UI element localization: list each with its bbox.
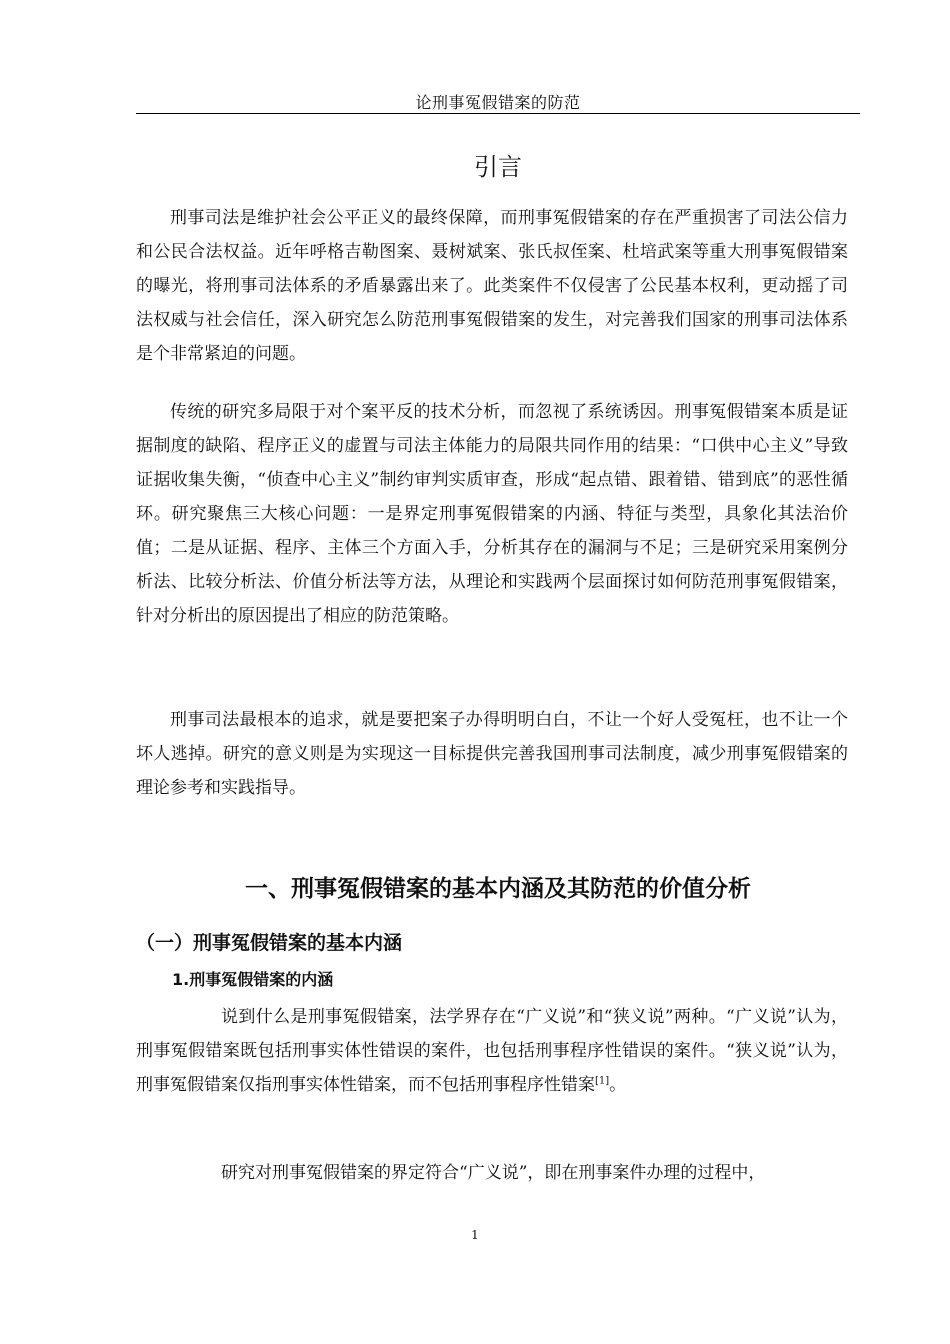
intro-paragraph-2: 传统的研究多局限于对个案平反的技术分析，而忽视了系统诱因。刑事冤假错案本质是证据制度的缺陷、程序正义的虚置与司法主体能力的局限共同作用的结果：“口供中心主义”导致证据收集失衡，“侦查中心主义”制约审判实质审查，形成“起点错、跟着错、错到底”的恶性循环。研究聚焦三大核心问题：一是界定刑事冤假错案的内涵、特征与类型，具象化其法治价值；二是从证据、程序、主体三个方面入手，分析其存在的漏洞与不足；三是研究采用案例分析法、比较分析法、价值分析法等方法，从理论和实践两个层面探讨如何防范刑事冤假错案，针对分析出的原因提出了相应的防范策略。 bbox=[136, 402, 848, 626]
body-paragraph-1-end: 。 bbox=[609, 1075, 627, 1095]
citation-reference[interactable]: [1] bbox=[595, 1075, 610, 1087]
section-heading: 一、刑事冤假错案的基本内涵及其防范的价值分析 bbox=[245, 876, 751, 902]
page-number: 1 bbox=[471, 1228, 479, 1242]
body-paragraph-1-text: 说到什么是刑事冤假错案，法学界存在“广义说”和“狭义说”两种。“广义说”认为，刑事冤假错案既包括刑事实体性错误的案件，也包括刑事程序性错误的案件。“狭义说”认为，刑事冤假错案仅指刑事实体性错案，而不包括刑事程序性错案 bbox=[136, 1007, 848, 1095]
body-paragraph-1 bbox=[136, 1000, 848, 1102]
intro-paragraph-1: 刑事司法是维护社会公平正义的最终保障，而刑事冤假错案的存在严重损害了司法公信力和公民合法权益。近年呼格吉勒图案、聂树斌案、张氏叔侄案、杜培武案等重大刑事冤假错案的曝光，将刑事司法体系的矛盾暴露出来了。此类案件不仅侵害了公民基本权利，更动摇了司法权威与社会信任，深入研究怎么防范刑事冤假错案的发生，对完善我们国家的刑事司法体系是个非常紧迫的问题。 bbox=[136, 208, 848, 364]
intro-paragraph-3: 刑事司法最根本的追求，就是要把案子办得明明白白，不让一个好人受冤枉，也不让一个坏人逃掉。研究的意义则是为实现这一目标提供完善我国刑事司法制度，减少刑事冤假错案的理论参考和实践指导。 bbox=[136, 710, 848, 798]
header-divider bbox=[136, 113, 860, 114]
body-paragraph-2: 研究对刑事冤假错案的界定符合“广义说”，即在刑事案件办理的过程中， bbox=[221, 1163, 766, 1183]
subsection-heading: （一）刑事冤假错案的基本内涵 bbox=[136, 932, 403, 954]
intro-heading: 引言 bbox=[474, 153, 522, 181]
sub-subsection-heading: 1.刑事冤假错案的内涵 bbox=[172, 970, 334, 989]
running-header-title: 论刑事冤假错案的防范 bbox=[415, 93, 581, 112]
